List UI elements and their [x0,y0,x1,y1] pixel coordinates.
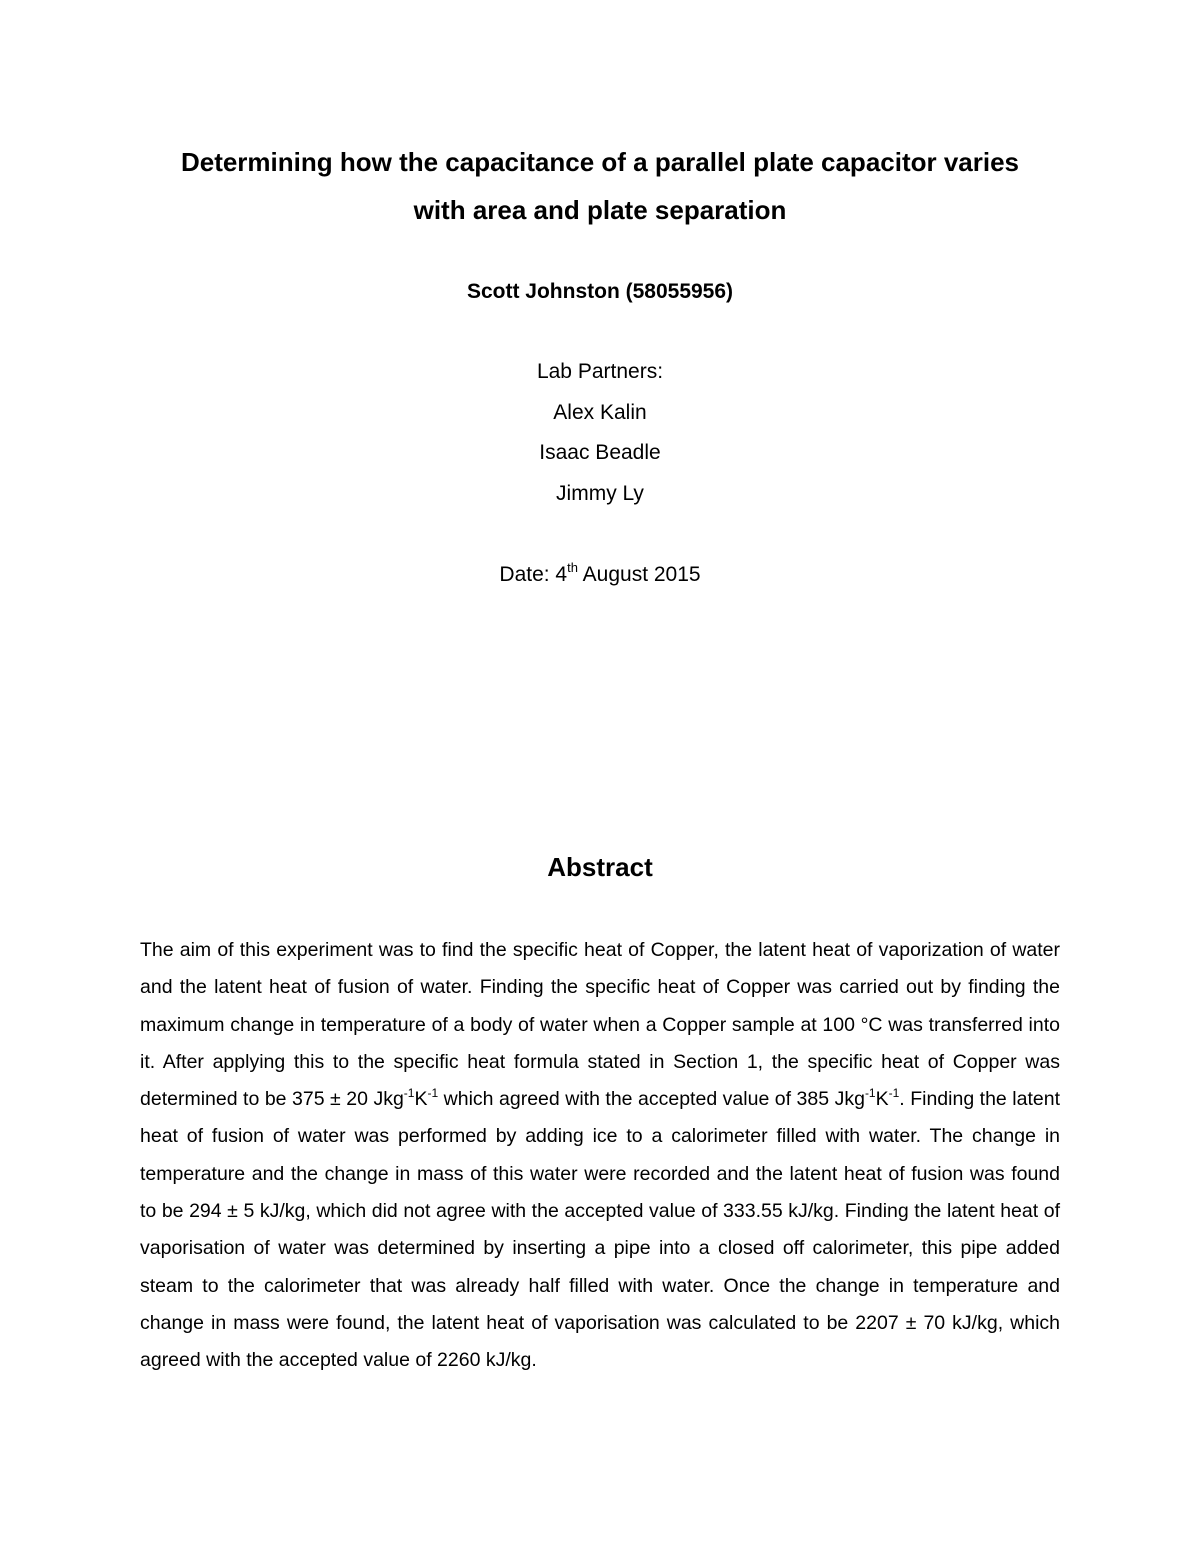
date-suffix: August 2015 [577,563,701,586]
title-line-2: with area and plate separation [413,195,787,225]
abstract-text: K [875,1088,889,1111]
abstract-paragraph [140,932,1060,1380]
author-name: Scott Johnston (58055956) [466,280,734,303]
lab-partner-name: Alex Kalin [553,400,647,424]
report-date [0,560,1200,590]
lab-partners [0,357,1200,519]
abstract-text: . Finding the latent heat of fusion of water was performed by adding ice to a calorimeter filled with water. The change in temperature and the change in mass of this water were recorded and the latent heat of fusion was found to be 294 ± 5 kJ/kg, which did not agree with the accepted value of 333.55 kJ/kg. Finding the latent heat of vaporisation of water was determined by inserting a pipe into a closed off calorimeter, this pipe added steam to the calorimeter that was already half filled with water. Once the change in temperature and change in mass were found, the latent heat of vaporisation was calculated to be 2207 ± 70 kJ/kg, which agreed with the accepted value of 2260 kJ/kg. [140,1088,1060,1372]
lab-partner-name: Jimmy Ly [556,481,644,505]
unit-exponent: -1 [427,1086,439,1101]
unit-exponent: -1 [864,1086,876,1101]
report-title [0,138,1200,234]
abstract-heading: Abstract [547,852,653,882]
lab-partners-label: Lab Partners: [536,360,664,383]
abstract-text: K [414,1088,428,1111]
abstract-text: which agreed with the accepted value of 385 Jkg [438,1088,865,1111]
title-line-1: Determining how the capacitance of a parallel plate capacitor varies [180,147,1020,177]
date-ordinal-suffix: th [567,560,578,575]
date-prefix: Date: 4 [499,563,568,586]
unit-exponent: -1 [888,1086,900,1101]
unit-exponent: -1 [403,1086,415,1101]
lab-partner-name: Isaac Beadle [539,441,661,465]
abstract-text: The aim of this experiment was to find the specific heat of Copper, the latent heat of vaporization of water and the latent heat of fusion of water. Finding the specific heat of Copper was carried out by finding the maximum change in temperature of a body of water when a Copper sample at 100 °C was transferred into it. After applying this to the specific heat formula stated in Section 1, the specific heat of Copper was determined to be 375 ± 20 Jkg [140,939,1060,1111]
